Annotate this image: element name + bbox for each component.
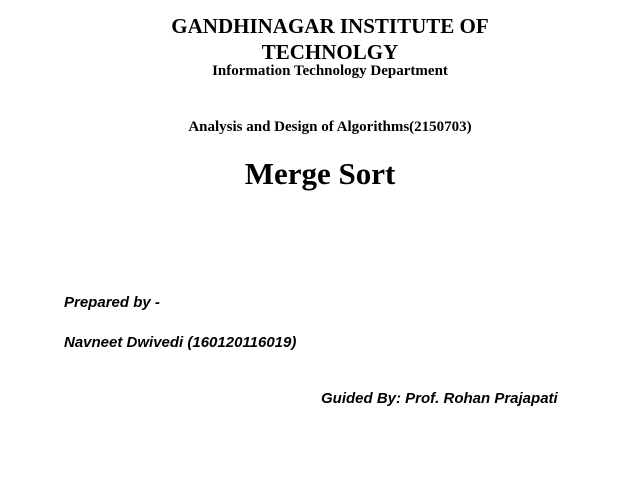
student-name: Navneet Dwivedi (160120116019)	[64, 334, 297, 351]
institute-name-line-1: GANDHINAGAR INSTITUTE OF	[171, 14, 489, 38]
guide-name: Guided By: Prof. Rohan Prajapati	[321, 390, 558, 407]
presentation-title: Merge Sort	[244, 156, 396, 191]
prepared-by-label: Prepared by -	[64, 294, 160, 311]
institute-name	[120, 13, 540, 65]
department-name: Information Technology Department	[212, 63, 448, 79]
institute-name-line-2: TECHNOLGY	[261, 40, 399, 64]
course-title: Analysis and Design of Algorithms(2150703)	[188, 119, 472, 135]
